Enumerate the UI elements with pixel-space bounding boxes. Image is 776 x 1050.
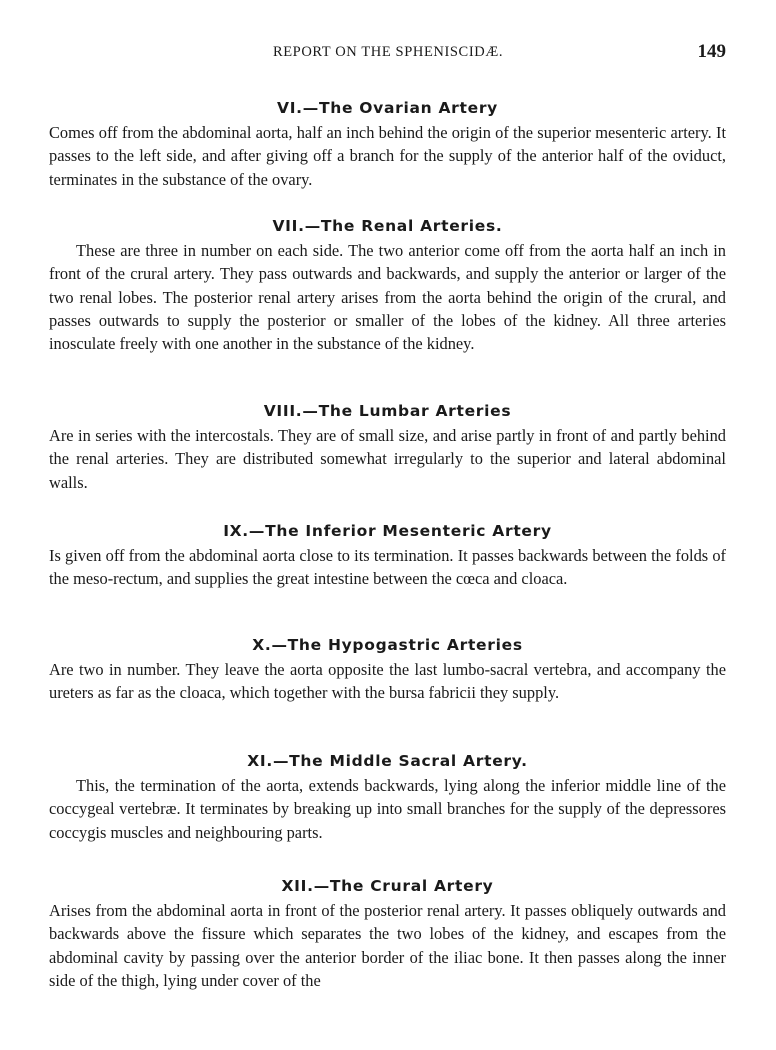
section-inferior-mesenteric-artery (49, 520, 726, 591)
page-number: 149 (697, 41, 726, 62)
section-paragraph: Is given off from the abdominal aorta close to its termination. It passes backwards between the folds of the meso-rectum, and supplies the great intestine between the cœca and cloaca. (49, 546, 726, 589)
section-heading: VIII.—The Lumbar Arteries (263, 402, 512, 420)
section-heading: VII.—The Renal Arteries. (272, 217, 503, 235)
section-ovarian-artery (49, 97, 726, 191)
section-lumbar-arteries (49, 400, 726, 494)
section-paragraph: These are three in number on each side. The two anterior come off from the aorta half an inch in front of the crural artery. They pass outwards and backwards, and supply the anterior or larger of the two renal lobes. The posterior renal artery arises from the aorta behind the origin of the crural, and passes outwards to supply the posterior or smaller of the lobes of the kidney. All three arteries inosculate freely with one another in the substance of the kidney. (49, 241, 726, 354)
section-heading: XI.—The Middle Sacral Artery. (247, 752, 528, 770)
section-paragraph: Comes off from the abdominal aorta, half an inch behind the origin of the superior mesenteric artery. It passes to the left side, and after giving off a branch for the supply of the anterior half of the oviduct, terminates in the substance of the ovary. (49, 123, 726, 189)
section-paragraph: This, the termination of the aorta, extends backwards, lying along the inferior middle line of the coccygeal vertebræ. It terminates by breaking up into small branches for the supply of the depressores coccygis muscles and neighbouring parts. (49, 776, 726, 842)
section-heading: XII.—The Crural Artery (281, 877, 494, 895)
page-header (0, 41, 776, 68)
section-paragraph: Are two in number. They leave the aorta opposite the last lumbo-sacral vertebra, and accompany the ureters as far as the cloaca, which together with the bursa fabricii they supply. (49, 660, 726, 703)
section-renal-arteries (49, 215, 726, 355)
running-head: REPORT ON THE SPHENISCIDÆ. (272, 44, 504, 60)
section-heading: VI.—The Ovarian Artery (277, 99, 498, 117)
section-paragraph: Arises from the abdominal aorta in front of the posterior renal artery. It passes obliquely outwards and backwards above the fissure which separates the two lobes of the kidney, and escapes from the abdominal cavity by passing over the anterior border of the iliac bone. It then passes along the inner side of the thigh, lying under cover of the (49, 901, 726, 990)
section-middle-sacral-artery (49, 750, 726, 844)
section-heading: X.—The Hypogastric Arteries (252, 636, 523, 654)
section-paragraph: Are in series with the intercostals. They are of small size, and arise partly in front of and partly behind the renal arteries. They are distributed somewhat irregularly to the superior and lateral abdominal walls. (49, 426, 726, 492)
section-hypogastric-arteries (49, 634, 726, 705)
section-heading: IX.—The Inferior Mesenteric Artery (223, 522, 552, 540)
section-crural-artery (49, 875, 726, 992)
